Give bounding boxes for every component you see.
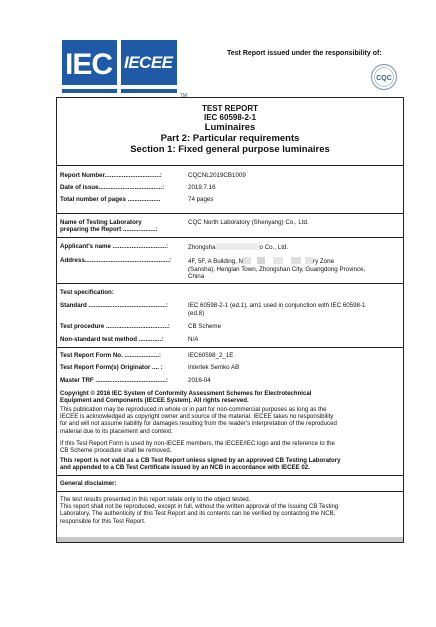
non-standard-method-label: Non-standard test method .............:: [60, 336, 164, 343]
copyright-text-line: for and will not assume liability for damages resulting from the reader's interpretation of the reproduced: [60, 420, 337, 428]
logo-usage-line: If this Test Report Form is used by non-IECEE members, the IECEE/IEC logo and the reference to the: [60, 440, 335, 447]
iecee-logo-text: IECEE: [124, 53, 173, 72]
master-trf-label: Master TRF .........................................:: [60, 377, 168, 384]
form-number: IEC60598_2_1E: [188, 352, 234, 359]
address-line-2: (Sansha), Henglan Town, Zhongshan City, Guangdong Province,: [188, 265, 366, 273]
standard-label: Standard .............................................:: [60, 302, 168, 309]
copyright-heading-line-2: Equipment and Components (IECEE System). All rights reserved.: [60, 397, 249, 405]
divider: [57, 237, 403, 238]
responsibility-text: Test Report issued under the responsibility of:: [227, 50, 382, 57]
divider: [57, 491, 403, 492]
copyright-heading-line-1: Copyright © 2016 IEC System of Conformity Assessment Schemes for Electrotechnical: [60, 390, 312, 397]
validity-line: This report is not valid as a CB Test Report unless signed by an approved CB Testing Laboratory: [60, 457, 341, 464]
report-number-label: Report Number................................:: [60, 172, 162, 179]
logo-usage-line: CB Scheme procedure shall be removed.: [60, 447, 172, 455]
date-of-issue: 2019.7.16: [188, 184, 216, 191]
copyright-heading: [60, 390, 400, 404]
logo-usage-paragraph: [60, 440, 400, 454]
cqc-logo: [370, 63, 398, 91]
redaction-block: [243, 257, 313, 264]
disclaimer-line: This report shall not be reproduced, except in full, without the written approval of the Issuing CB Testing: [60, 503, 339, 511]
total-pages: 74 pages: [188, 196, 214, 203]
iec-logo-bar: [62, 85, 117, 89]
redaction-block: [216, 243, 260, 250]
form-originator: Intertek Semko AB: [188, 364, 240, 371]
standard-code: IEC 60598-2-1: [203, 113, 257, 122]
copyright-text-line: IECEE is acknowledged as copyright owner and source of the material. IECEE takes no responsibility: [60, 413, 334, 421]
address-line-1: [188, 257, 400, 266]
applicant-name-end: o Co., Ltd.: [259, 244, 289, 251]
divider: [57, 165, 403, 166]
standard-value: [188, 302, 400, 317]
validity-paragraph: [60, 457, 400, 471]
non-standard-method: N/A: [188, 336, 199, 343]
disclaimer-line: Laboratory. The authenticity of this Test Report and its contents can be verified by contacting the NCB,: [60, 510, 336, 518]
section-title: Section 1: Fixed general purpose luminaires: [130, 144, 330, 155]
report-number: CQCNL2019CB1009: [188, 172, 246, 179]
divider: [57, 283, 403, 284]
test-procedure: CB Scheme: [188, 323, 222, 330]
divider: [57, 475, 403, 476]
cqc-logo-text: CQC: [376, 74, 392, 82]
applicant-name-start: Zhongsha: [188, 244, 216, 251]
address-start: 4F, 5F, A Building, N: [188, 258, 244, 265]
date-of-issue-label: Date of issue.....................................:: [60, 184, 165, 191]
address-label: Address.................................................:: [60, 257, 172, 264]
footer-band: [56, 537, 404, 543]
testing-lab-label-cont: preparing the Report ...................:: [60, 226, 158, 233]
testing-lab-name: CQC North Laboratory (Shenyang) Co., Ltd.: [188, 219, 309, 226]
report-title: TEST REPORT: [201, 104, 258, 113]
applicant-name: [188, 243, 400, 252]
copyright-text-line: material due to its placement and context.: [60, 427, 173, 435]
applicant-address: [188, 257, 400, 281]
report-form: [56, 97, 404, 541]
test-procedure-label: Test procedure ....................................:: [60, 323, 170, 330]
disclaimer-line: The test results presented in this report relate only to the object tested.: [60, 496, 251, 503]
divider: [57, 213, 403, 214]
total-pages-label: Total number of pages ...................: [60, 196, 161, 203]
address-line-3: China: [188, 273, 205, 280]
report-title-block: [57, 104, 403, 155]
form-number-label: Test Report Form No. ....................:: [60, 352, 161, 359]
iecee-logo: [121, 40, 187, 99]
standard-line-1: IEC 60598-2-1 (ed.1), am1 used in conjunction with IEC 60598-1: [188, 302, 366, 309]
copyright-paragraph: [60, 406, 400, 435]
disclaimer-heading: General disclaimer:: [60, 480, 117, 487]
copyright-text-line: This publication may be reproduced in whole or in part for non-commercial purposes as long as the: [60, 406, 327, 413]
part-title: Part 2: Particular requirements: [160, 133, 300, 144]
divider: [57, 347, 403, 348]
form-originator-label: Test Report Form(s) Originator .... :: [60, 364, 163, 371]
disclaimer-line: responsible for this Test Report.: [60, 517, 146, 525]
validity-line: and appended to a CB Test Certificate issued by an NCB in accordance with IECEE 02.: [60, 464, 310, 472]
disclaimer-text: [60, 496, 400, 525]
test-spec-heading: Test specification:: [60, 289, 114, 296]
address-end: ry Zone: [313, 258, 335, 265]
applicant-name-label: Applicant's name ...............................:: [60, 243, 169, 250]
standard-line-2: (ed.8): [188, 309, 205, 317]
master-trf: 2016-04: [188, 377, 211, 384]
iecee-logo-trademark: TM: [179, 93, 187, 99]
iec-logo-text: IEC: [65, 48, 113, 81]
iecee-logo-bar: [121, 85, 177, 89]
testing-lab-label: Name of Testing Laboratory: [60, 219, 142, 226]
iec-logo: [62, 40, 117, 93]
subject-title: Luminaires: [204, 122, 256, 133]
